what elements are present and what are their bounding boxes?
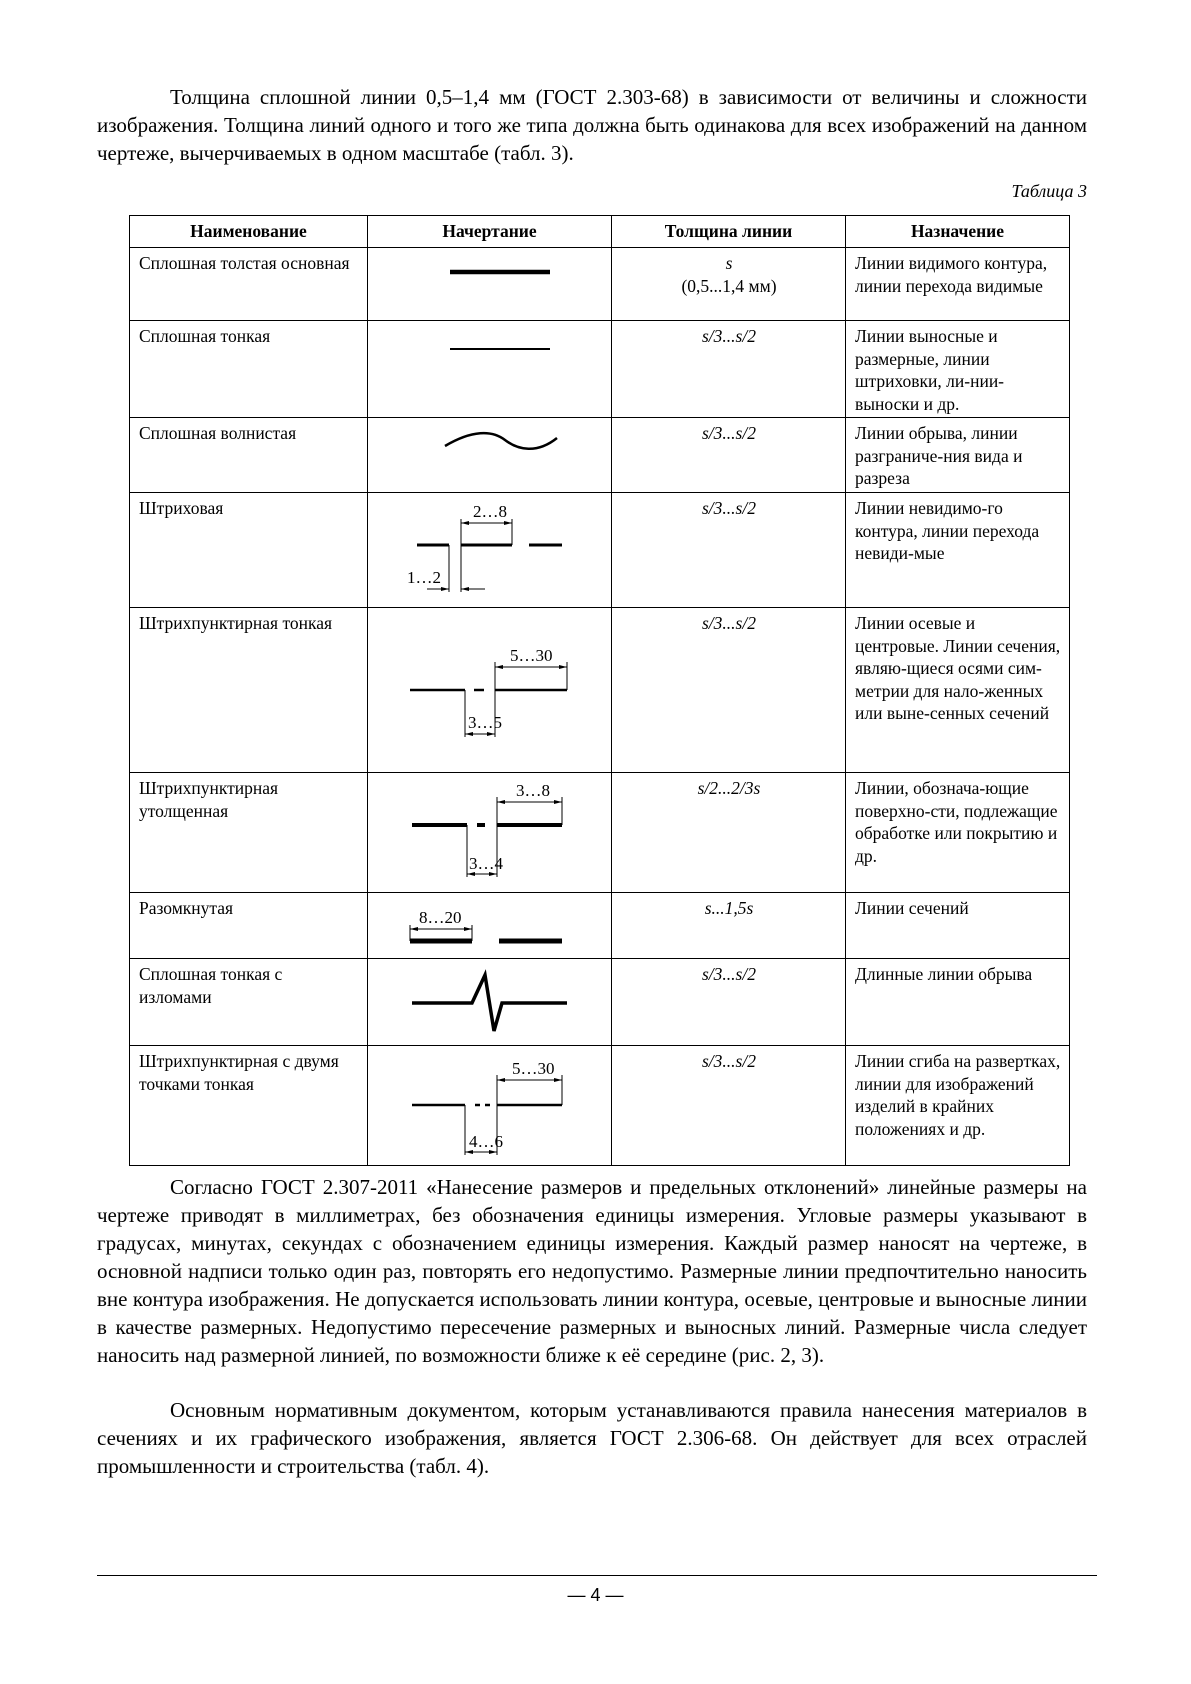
thickness-value: s...1,5s [704, 898, 754, 918]
row-name: Штрихпунктирная с двумя точками тонкая [130, 1046, 368, 1166]
row-thickness [612, 248, 846, 321]
table-row [130, 321, 1070, 418]
thickness-value: s [725, 253, 733, 273]
thickness-value: s/3...s/2 [702, 613, 756, 633]
row-purpose: Линии видимого контура, линии перехода видимые [846, 248, 1070, 321]
footer-divider [97, 1575, 1097, 1576]
table-row [130, 1046, 1070, 1166]
dash-length-label: 2…8 [473, 502, 507, 521]
gap-length-label: 4…6 [469, 1132, 503, 1151]
row-purpose: Линии сечений [846, 893, 1070, 959]
dash-length-label: 5…30 [510, 646, 553, 665]
sections-paragraph: Основным нормативным документом, которым устанавливаются правила нанесения материалов в сечениях и их графического изображения, является ГОСТ 2.306-68. Он действует для всех отраслей промышленности и строительства (табл. 4). [97, 1398, 1087, 1478]
row-thickness [612, 418, 846, 493]
row-purpose: Линии обрыва, линии разграниче-ния вида и разреза [846, 418, 1070, 493]
table-header-row [130, 216, 1070, 248]
row-drawing [368, 893, 612, 959]
thick-dash-dot-line-sample [377, 777, 612, 887]
row-drawing [368, 1046, 612, 1166]
table-row [130, 493, 1070, 608]
header-thickness: Толщина линии [612, 216, 846, 248]
two-dot-dash-line-sample [377, 1050, 612, 1160]
row-drawing [368, 418, 612, 493]
zigzag-line-sample [377, 963, 612, 1043]
row-drawing [368, 959, 612, 1046]
row-name: Штриховая [130, 493, 368, 608]
page-number: — 4 — [567, 1585, 624, 1605]
row-drawing [368, 773, 612, 893]
dimensions-paragraph: Согласно ГОСТ 2.307-2011 «Нанесение размеров и предельных отклонений» линейные размеры на чертеже приводят в миллиметрах, без обозначения единицы измерения. Угловые размеры указывают в градусах, минутах, секундах с обозначением единицы измерения. Каждый размер наносят на чертеже, в основной надписи только один раз, повторять его недопустимо. Размерные линии предпочтительно наносить вне контура изображения. Не допускается использовать линии контура, осевые, центровые и выносные линии в качестве размерных. Недопустимо пересечение размерных и выносных линий. Размерные числа следует наносить над размерной линией, по возможности ближе к её середине (рис. 2, 3). [97, 1175, 1087, 1367]
dash-length-label: 5…30 [512, 1059, 555, 1078]
row-drawing [368, 608, 612, 773]
row-name: Сплошная тонкая с изломами [130, 959, 368, 1046]
table-row [130, 248, 1070, 321]
thin-solid-line-sample [377, 325, 612, 365]
row-name: Сплошная волнистая [130, 418, 368, 493]
line-types-table [129, 215, 1070, 1166]
row-thickness [612, 493, 846, 608]
table-row [130, 773, 1070, 893]
row-name: Штрихпунктирная утолщенная [130, 773, 368, 893]
row-drawing [368, 248, 612, 321]
gap-length-label: 3…5 [468, 713, 502, 732]
table-caption: Таблица 3 [1011, 181, 1087, 201]
row-thickness [612, 1046, 846, 1166]
row-thickness [612, 893, 846, 959]
row-drawing [368, 321, 612, 418]
row-purpose: Длинные линии обрыва [846, 959, 1070, 1046]
table-row [130, 608, 1070, 773]
thickness-value: s/3...s/2 [702, 1051, 756, 1071]
thickness-value: s/3...s/2 [702, 964, 756, 984]
row-thickness [612, 773, 846, 893]
dashed-line-sample [377, 497, 612, 607]
thickness-value: s/2...2/3s [697, 778, 761, 798]
row-name: Штрихпунктирная тонкая [130, 608, 368, 773]
row-thickness [612, 959, 846, 1046]
open-line-sample [377, 897, 612, 957]
row-name: Разомкнутая [130, 893, 368, 959]
row-purpose: Линии выносные и размерные, линии штриховки, ли-нии-выноски и др. [846, 321, 1070, 418]
row-purpose: Линии сгиба на развертках, линии для изображений изделий в крайних положениях и др. [846, 1046, 1070, 1166]
table-row [130, 893, 1070, 959]
thin-dash-dot-line-sample [377, 612, 612, 742]
row-purpose: Линии, обознача-ющие поверхно-сти, подлежащие обработке или покрытию и др. [846, 773, 1070, 893]
row-thickness [612, 608, 846, 773]
table-row [130, 418, 1070, 493]
row-name: Сплошная тонкая [130, 321, 368, 418]
row-name: Сплошная толстая основная [130, 248, 368, 321]
row-purpose: Линии невидимо-го контура, линии перехода невиди-мые [846, 493, 1070, 608]
header-drawing: Начертание [368, 216, 612, 248]
table-row [130, 959, 1070, 1046]
gap-length-label: 3…4 [469, 854, 503, 873]
header-purpose: Назначение [846, 216, 1070, 248]
row-purpose: Линии осевые и центровые. Линии сечения, являю-щиеся осями сим-метрии для нало-женных или выне-сенных сечений [846, 608, 1070, 773]
row-thickness [612, 321, 846, 418]
gap-length-label: 1…2 [407, 568, 441, 587]
thickness-value: s/3...s/2 [702, 423, 756, 443]
thick-solid-line-sample [377, 252, 612, 292]
header-name: Наименование [130, 216, 368, 248]
row-drawing [368, 493, 612, 608]
thickness-value: s/3...s/2 [702, 498, 756, 518]
thickness-range: (0,5...1,4 мм) [681, 275, 777, 296]
thickness-value: s/3...s/2 [702, 326, 756, 346]
intro-paragraph: Толщина сплошной линии 0,5–1,4 мм (ГОСТ 2.303-68) в зависимости от величины и сложности изображения. Толщина линий одного и того же типа должна быть одинакова для всех изображений на данном чертеже, вычерчиваемых в одном масштабе (табл. 3). [97, 85, 1087, 165]
dash-length-label: 3…8 [516, 781, 550, 800]
dash-length-label: 8…20 [419, 908, 462, 927]
wavy-line-sample [377, 422, 612, 462]
